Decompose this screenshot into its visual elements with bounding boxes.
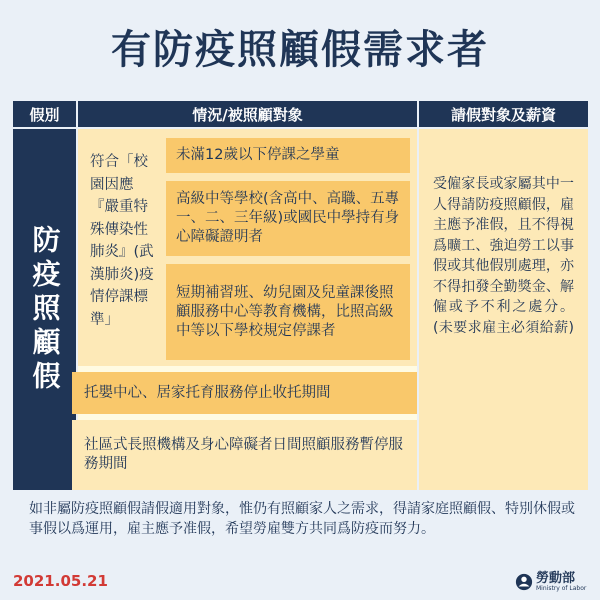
- ministry-logo: [515, 570, 595, 594]
- header-situation: 情況/被照顧對象: [78, 101, 417, 127]
- publish-date: 2021.05.21: [13, 572, 108, 590]
- header-category: 假別: [13, 101, 76, 127]
- header-leave: 請假對象及薪資: [419, 101, 588, 127]
- school-condition: 符合「校園因應『嚴重特殊傳染性肺炎』(武漢肺炎)疫情停課標準」: [78, 129, 164, 366]
- situation-item-wide: 社區式長照機構及身心障礙者日間照顧服務暫停服務期間: [72, 420, 417, 490]
- leave-description: 受僱家長或家屬其中一人得請防疫照顧假，雇主應予准假，且不得視爲曠工、強迫勞工以事假或其他假別處理，亦不得扣發全勤獎金、解僱或予不利之處分。(未要求雇主必須給薪): [419, 129, 588, 490]
- footnote: 如非屬防疫照顧假請假適用對象，惟仍有照顧家人之需求，得請家庭照顧假、特別休假或事假以爲運用，雇主應予准假，希望勞雇雙方共同爲防疫而努力。: [29, 501, 575, 537]
- page-title: 有防疫照顧假需求者: [111, 27, 489, 73]
- situation-item: 短期補習班、幼兒園及兒童課後照顧服務中心等教育機構，比照高級中等以下學校規定停課者: [166, 264, 410, 360]
- ministry-of-labor-emblem-icon: [515, 573, 533, 591]
- leave-category: 防疫照顧假: [13, 129, 76, 490]
- situation-item: 高級中等學校(含高中、高職、五專一、二、三年級)或國民中學持有身心障礙證明者: [166, 181, 410, 256]
- situation-item-wide: 托嬰中心、居家托育服務停止收托期間: [72, 372, 417, 414]
- logo-name-en: Ministry of Labor: [536, 585, 587, 592]
- logo-name-cn: 勞動部: [536, 571, 576, 586]
- situation-item: 未滿12歲以下停課之學童: [166, 138, 410, 173]
